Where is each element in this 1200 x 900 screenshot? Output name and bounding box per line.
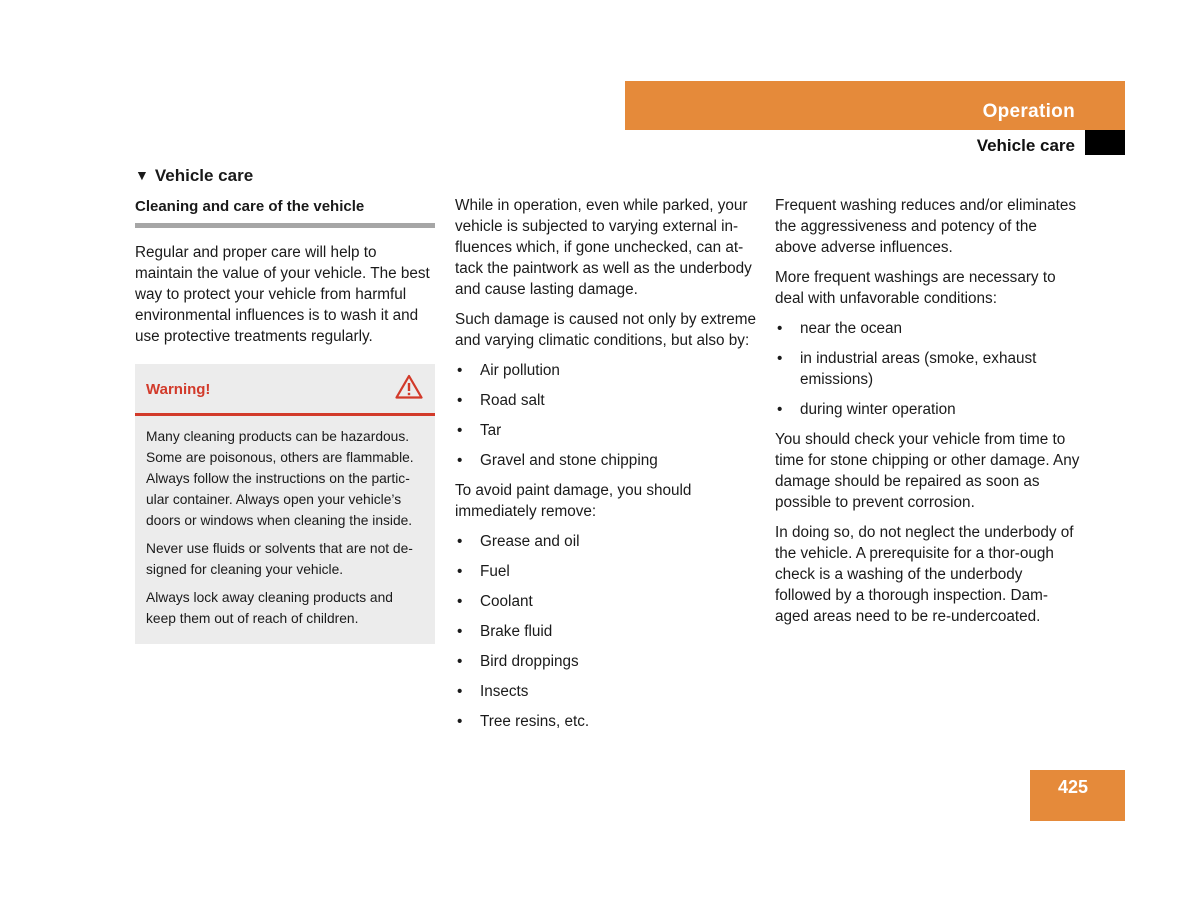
paragraph: Frequent washing reduces and/or eliminates the aggressiveness and potency of the above adverse influences. <box>775 197 1077 256</box>
page-number-box <box>1030 770 1125 821</box>
climate-causes-list <box>455 360 760 471</box>
paragraph: While in operation, even while parked, your vehicle is subjected to varying external in-fluences which, if gone unchecked, can at-tack the paintwork as well as the underbody and cause lasting damage. <box>455 197 752 298</box>
list-item: • during winter operation <box>775 399 1080 420</box>
warning-paragraph: Never use fluids or solvents that are not de-signed for cleaning your vehicle. <box>146 541 413 577</box>
section-title: Operation <box>982 101 1075 122</box>
section-header-bar <box>625 81 1125 130</box>
list-item: • Tree resins, etc. <box>455 711 760 732</box>
list-item: • Bird droppings <box>455 651 760 672</box>
list-item: • Coolant <box>455 591 760 612</box>
list-item: • Brake fluid <box>455 621 760 642</box>
list-item: • near the ocean <box>775 318 1080 339</box>
list-item: • Grease and oil <box>455 531 760 552</box>
paragraph: To avoid paint damage, you should immediately remove: <box>455 482 692 520</box>
list-item: • Road salt <box>455 390 760 411</box>
page-heading-text: Vehicle care <box>154 166 254 185</box>
warning-box <box>135 364 435 644</box>
conditions-list <box>775 318 1080 420</box>
paragraph: You should check your vehicle from time to time for stone chipping or other damage. Any damage should be repaired as soon as possible to prevent corrosion. <box>775 431 1080 511</box>
page-heading <box>135 165 435 186</box>
subheading: Cleaning and care of the vehicle <box>135 196 435 228</box>
paragraph: In doing so, do not neglect the underbody of the vehicle. A prerequisite for a thor-ough check is a washing of the underbody followed by a thorough inspection. Dam-aged areas need to be re-undercoated. <box>775 524 1074 625</box>
list-item: • Insects <box>455 681 760 702</box>
header-marker-block <box>1085 130 1125 155</box>
warning-paragraph: Always lock away cleaning products and keep them out of reach of children. <box>146 590 393 626</box>
list-item: • Air pollution <box>455 360 760 381</box>
list-item: • Tar <box>455 420 760 441</box>
warning-paragraph: Many cleaning products can be hazardous. Some are poisonous, others are flammable. Always follow the instructions on the partic-ular container. Always open your vehicle’s doors or windows when cleaning the inside. <box>146 429 414 528</box>
intro-paragraph: Regular and proper care will help to maintain the value of your vehicle. The best way to protect your vehicle from harmful environmental influences is to wash it and use protective treatments regularly. <box>135 244 430 345</box>
list-item: • Fuel <box>455 561 760 582</box>
warning-triangle-icon <box>395 374 423 405</box>
column-1 <box>135 165 435 644</box>
column-2 <box>455 195 760 741</box>
page-number: 425 <box>1057 777 1088 797</box>
list-item: • Gravel and stone chipping <box>455 450 760 471</box>
subsection-title: Vehicle care <box>976 136 1075 155</box>
column-3 <box>775 195 1080 636</box>
paragraph: Such damage is caused not only by extreme and varying climatic conditions, but also by: <box>455 311 757 349</box>
list-item: • in industrial areas (smoke, exhaust emissions) <box>775 348 1080 390</box>
remove-immediately-list <box>455 531 760 732</box>
warning-label: Warning! <box>146 381 211 398</box>
paragraph: More frequent washings are necessary to deal with unfavorable conditions: <box>775 269 1056 307</box>
warning-body <box>135 416 435 629</box>
triangle-down-icon: ▼ <box>135 167 149 183</box>
warning-header <box>135 364 435 416</box>
